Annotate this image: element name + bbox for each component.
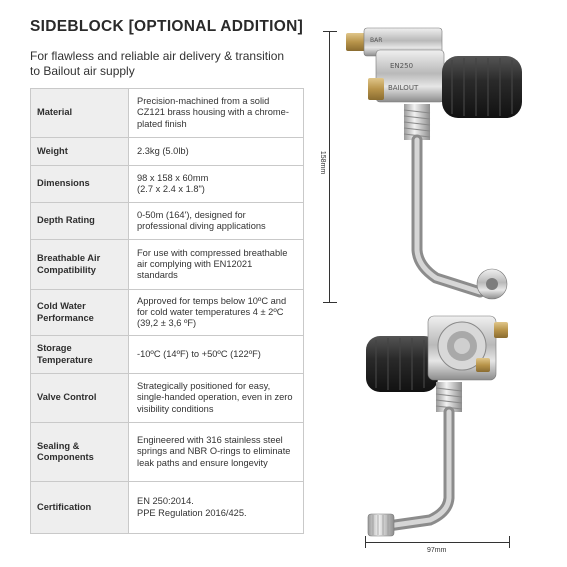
table-row	[31, 423, 304, 482]
width-label: 97mm	[427, 547, 447, 554]
spec-value: Engineered with 316 stainless steel springs and NBR O-rings to eliminate leak paths and ensure longevity	[129, 423, 304, 482]
table-row	[31, 166, 304, 203]
table-row	[31, 336, 304, 374]
spec-value: EN 250:2014. PPE Regulation 2016/425.	[129, 482, 304, 534]
dimension-line	[329, 31, 330, 303]
sideblock-side-view-image	[340, 22, 530, 307]
spec-label: Certification	[31, 482, 129, 534]
spec-value: Precision-machined from a solid CZ121 brass housing with a chrome-plated finish	[129, 89, 304, 138]
spec-label: Depth Rating	[31, 203, 129, 240]
dimension-tick	[323, 302, 337, 303]
table-row	[31, 138, 304, 166]
dimension-line	[365, 542, 510, 543]
table-row	[31, 240, 304, 290]
spec-label: Dimensions	[31, 166, 129, 203]
page-title: SIDEBLOCK [OPTIONAL ADDITION]	[30, 18, 304, 35]
page-subtitle: For flawless and reliable air delivery & transition to Bailout air supply	[30, 49, 285, 78]
spec-label: Cold Water Performance	[31, 290, 129, 336]
spec-value: 0-50m (164'), designed for professional diving applications	[129, 203, 304, 240]
spec-value: Approved for temps below 10ºC and for cold water temperatures 4 ± 2ºC (39,2 ± 3,6 ºF)	[129, 290, 304, 336]
spec-label: Breathable Air Compatibility	[31, 240, 129, 290]
spec-label: Sealing & Components	[31, 423, 129, 482]
spec-label: Weight	[31, 138, 129, 166]
spec-table	[30, 88, 304, 534]
height-dimension	[319, 31, 337, 303]
height-label: 158mm	[319, 150, 327, 175]
spec-label: Material	[31, 89, 129, 138]
spec-value: Strategically positioned for easy, single-handed operation, even in zero visibility conditions	[129, 374, 304, 423]
table-row	[31, 482, 304, 534]
spec-value: For use with compressed breathable air complying with EN12021 standards	[129, 240, 304, 290]
table-row	[31, 374, 304, 423]
table-row	[31, 89, 304, 138]
spec-value: 98 x 158 x 60mm (2.7 x 2.4 x 1.8")	[129, 166, 304, 203]
sideblock-top-view-image	[360, 312, 520, 540]
table-row	[31, 203, 304, 240]
table-row	[31, 290, 304, 336]
spec-value: -10ºC (14ºF) to +50ºC (122ºF)	[129, 336, 304, 374]
dimension-tick	[323, 31, 337, 32]
engraving-bailout: BAILOUT	[388, 84, 419, 92]
spec-label: Storage Temperature	[31, 336, 129, 374]
engraving-bar: BAR	[370, 37, 383, 44]
engraving-en250: EN250	[390, 62, 414, 70]
spec-value: 2.3kg (5.0lb)	[129, 138, 304, 166]
spec-label: Valve Control	[31, 374, 129, 423]
